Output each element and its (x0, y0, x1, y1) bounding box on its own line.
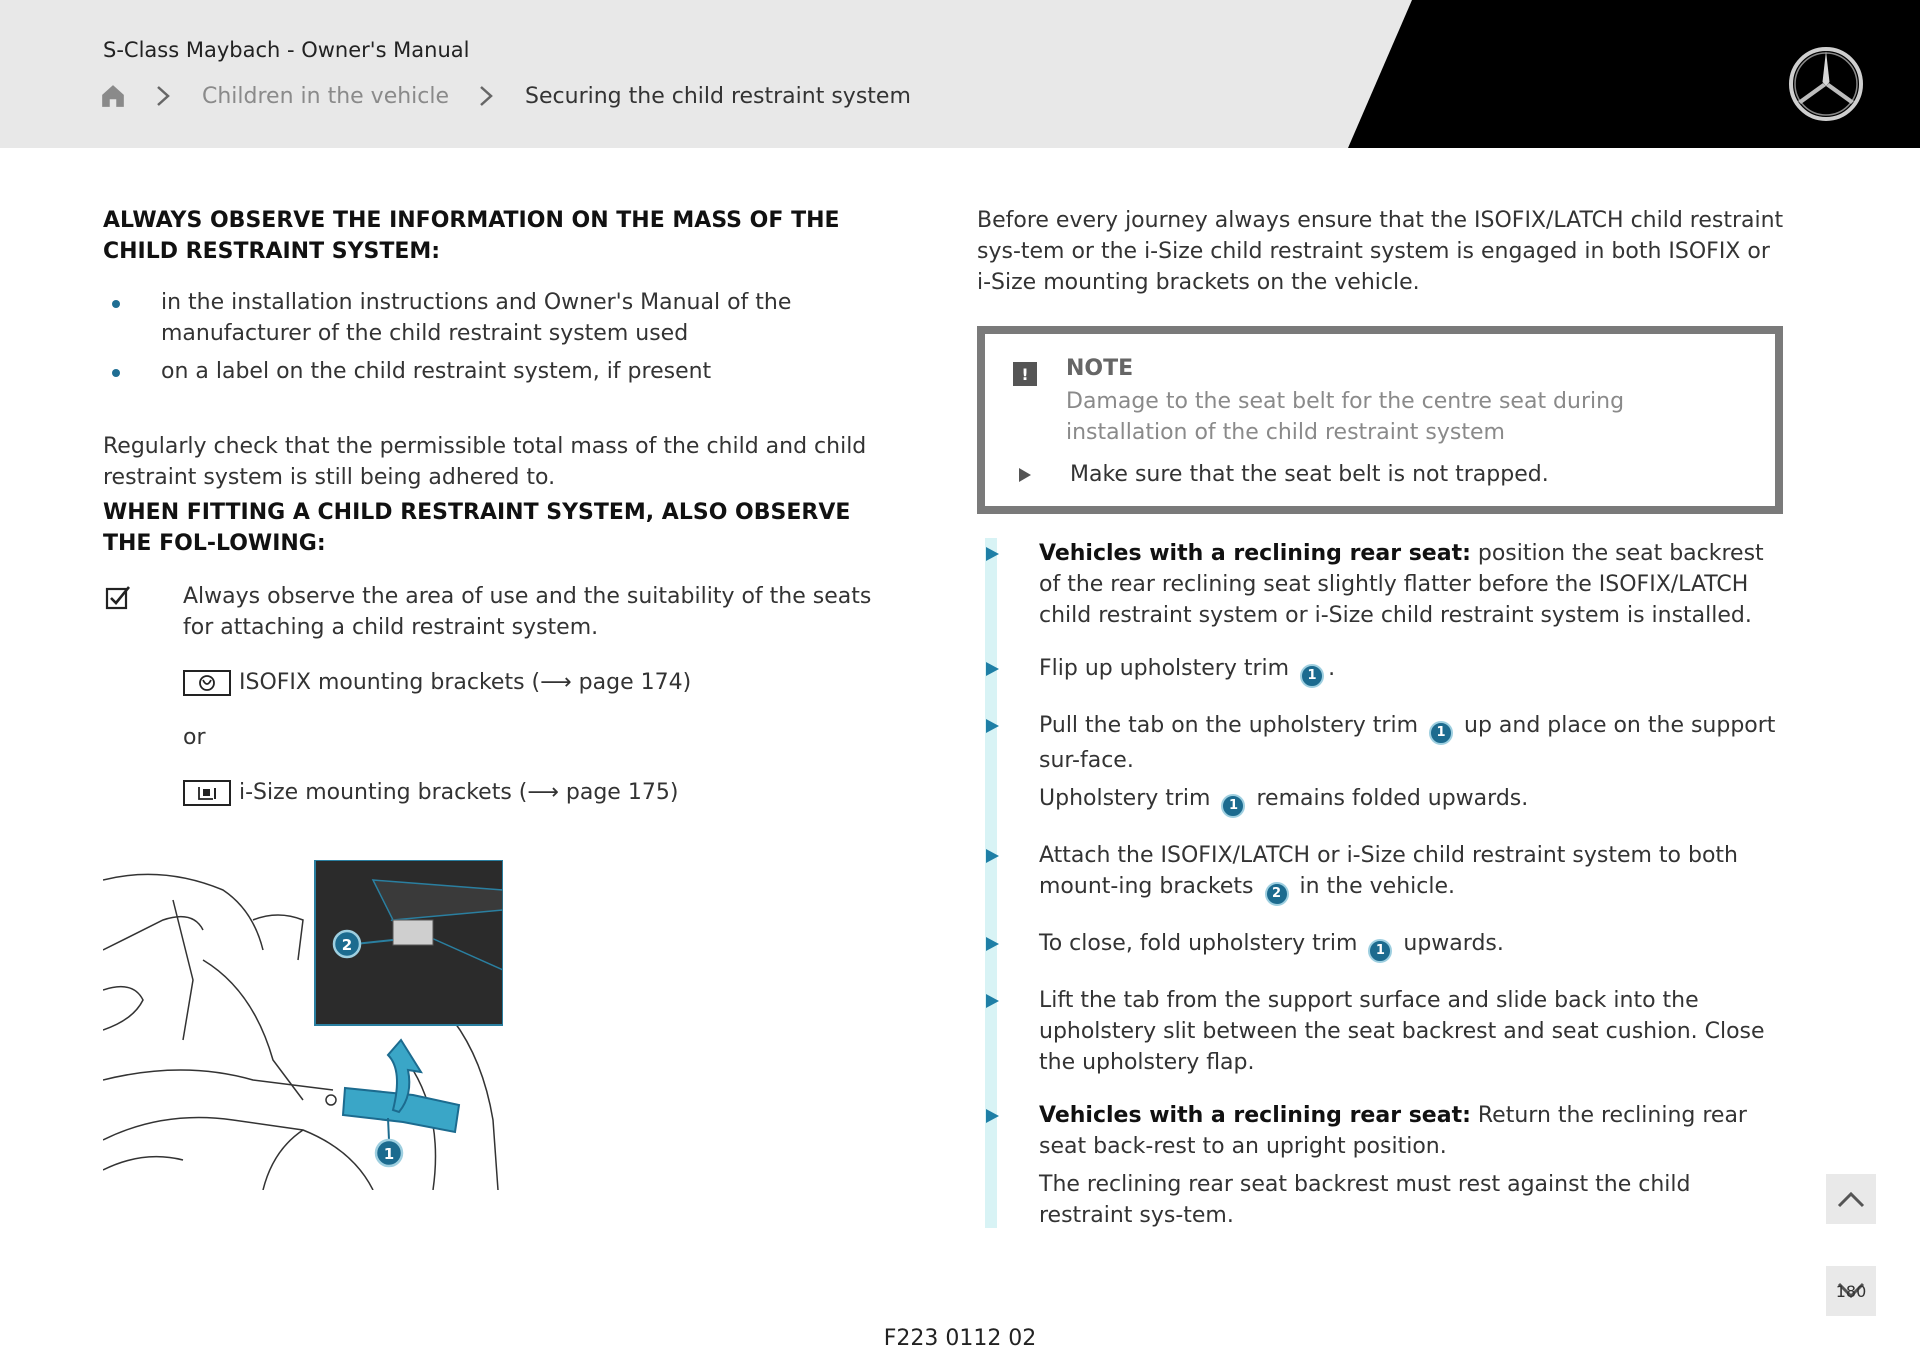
isofix-row (183, 667, 903, 698)
step-text: in the vehicle. (1292, 874, 1456, 899)
page-number: 180 (1835, 1282, 1867, 1301)
bullet-text: in the installation instructions and Owner's Manual of the manufacturer of the child restraint system used (161, 290, 792, 346)
figure-code: F223 0112 02 (883, 1326, 1037, 1351)
step-text: upwards. (1396, 931, 1504, 956)
step-result: The reclining rear seat backrest must rest against the child restraint sys-tem. (1039, 1172, 1691, 1228)
bullet-text: on a label on the child restraint system, if present (161, 359, 712, 384)
step-arrow-icon (986, 994, 999, 1008)
step-item (977, 985, 1785, 1078)
step-result (1039, 783, 1785, 818)
step-text: Return the reclining rear seat back-rest to an upright position. (1039, 1103, 1747, 1159)
note-description: Damage to the seat belt for the centre seat during installation of the child restraint system (1066, 389, 1625, 445)
callout-number-1: 1 (1429, 721, 1453, 745)
seat-installation-illustration (103, 860, 503, 1190)
step-result-text: remains folded upwards. (1249, 786, 1529, 811)
left-column (103, 205, 903, 808)
step-text: Flip up upholstery trim (1039, 656, 1297, 681)
home-icon[interactable] (100, 83, 126, 109)
breadcrumb-current: Securing the child restraint system (525, 83, 911, 109)
breadcrumb (100, 80, 911, 112)
warning-icon: ! (1013, 362, 1037, 386)
bullet-dot (112, 300, 120, 308)
step-item (977, 840, 1785, 906)
header-black-panel (0, 0, 1920, 148)
note-box (977, 326, 1783, 514)
isize-symbol-icon (183, 780, 231, 806)
breadcrumb-link-children[interactable]: Children in the vehicle (202, 83, 450, 109)
step-text: position the seat backrest of the rear reclining seat slightly flatter before the ISOFIX/LATCH child restraint system or i-Size child restraint system is installed. (1039, 541, 1764, 628)
step-item (977, 928, 1785, 963)
note-step: Make sure that the seat belt is not trapped. (1070, 462, 1549, 487)
step-text: . (1328, 656, 1336, 681)
step-item (977, 653, 1785, 688)
note-title: NOTE (1066, 356, 1134, 381)
chevron-up-icon (1836, 1189, 1866, 1209)
step-item (977, 710, 1785, 818)
callout-number-2: 2 (1265, 882, 1289, 906)
isize-row (183, 777, 903, 808)
list-item (103, 287, 903, 349)
check-item (103, 581, 903, 643)
figure-callout-2: 2 (341, 936, 353, 954)
figure-callout-1: 1 (383, 1145, 395, 1163)
step-arrow-icon (986, 1109, 999, 1123)
mass-bullet-list (103, 287, 903, 387)
chevron-right-icon (154, 85, 172, 107)
checkbox-checked-icon (105, 585, 131, 611)
step-arrow-icon (986, 849, 999, 863)
step-bold-label: Vehicles with a reclining rear seat: (1039, 541, 1471, 566)
or-text: or (183, 725, 206, 750)
mass-check-paragraph: Regularly check that the permissible total mass of the child and child restraint system is still being adhered to. (103, 434, 867, 490)
bullet-dot (112, 369, 120, 377)
step-text: To close, fold upholstery trim (1039, 931, 1365, 956)
chevron-right-icon (477, 85, 495, 107)
manual-title: S-Class Maybach - Owner's Manual (103, 38, 470, 62)
scroll-up-button[interactable] (1826, 1174, 1876, 1224)
instruction-steps (977, 538, 1785, 1231)
step-item (977, 538, 1785, 631)
step-text: Lift the tab from the support surface and slide back into the upholstery slit between the seat backrest and seat cushion. Close the upholstery flap. (1039, 988, 1765, 1075)
step-text: Pull the tab on the upholstery trim (1039, 713, 1426, 738)
mercedes-star-logo (1786, 44, 1866, 124)
callout-number-1: 1 (1221, 794, 1245, 818)
step-result-text: Upholstery trim (1039, 786, 1218, 811)
step-item (977, 1100, 1785, 1231)
step-text: up and place on the support sur-face. (1039, 713, 1776, 773)
callout-number-1: 1 (1300, 664, 1324, 688)
check-text: Always observe the area of use and the suitability of the seats for attaching a child restraint system. (183, 584, 872, 640)
play-arrow-icon (1019, 468, 1031, 482)
intro-paragraph: Before every journey always ensure that the ISOFIX/LATCH child restraint sys-tem or the i-Size child restraint system is engaged in both ISOFIX or i-Size mounting brackets on the vehicle. (977, 208, 1784, 295)
isofix-symbol-icon (183, 670, 231, 696)
step-text: Attach the ISOFIX/LATCH or i-Size child restraint system to both mount-ing brackets (1039, 843, 1738, 899)
isize-link[interactable]: i-Size mounting brackets (⟶ page 175) (239, 780, 679, 805)
fitting-heading: WHEN FITTING A CHILD RESTRAINT SYSTEM, ALSO OBSERVE THE FOL-LOWING: (103, 500, 851, 556)
mass-heading: ALWAYS OBSERVE THE INFORMATION ON THE MASS OF THE CHILD RESTRAINT SYSTEM: (103, 208, 840, 264)
step-arrow-icon (986, 937, 999, 951)
callout-number-1: 1 (1368, 939, 1392, 963)
right-column (977, 205, 1785, 1253)
step-arrow-icon (986, 662, 999, 676)
step-arrow-icon (986, 547, 999, 561)
list-item (103, 356, 903, 387)
isofix-link[interactable]: ISOFIX mounting brackets (⟶ page 174) (239, 670, 692, 695)
step-arrow-icon (986, 719, 999, 733)
step-bold-label: Vehicles with a reclining rear seat: (1039, 1103, 1471, 1128)
